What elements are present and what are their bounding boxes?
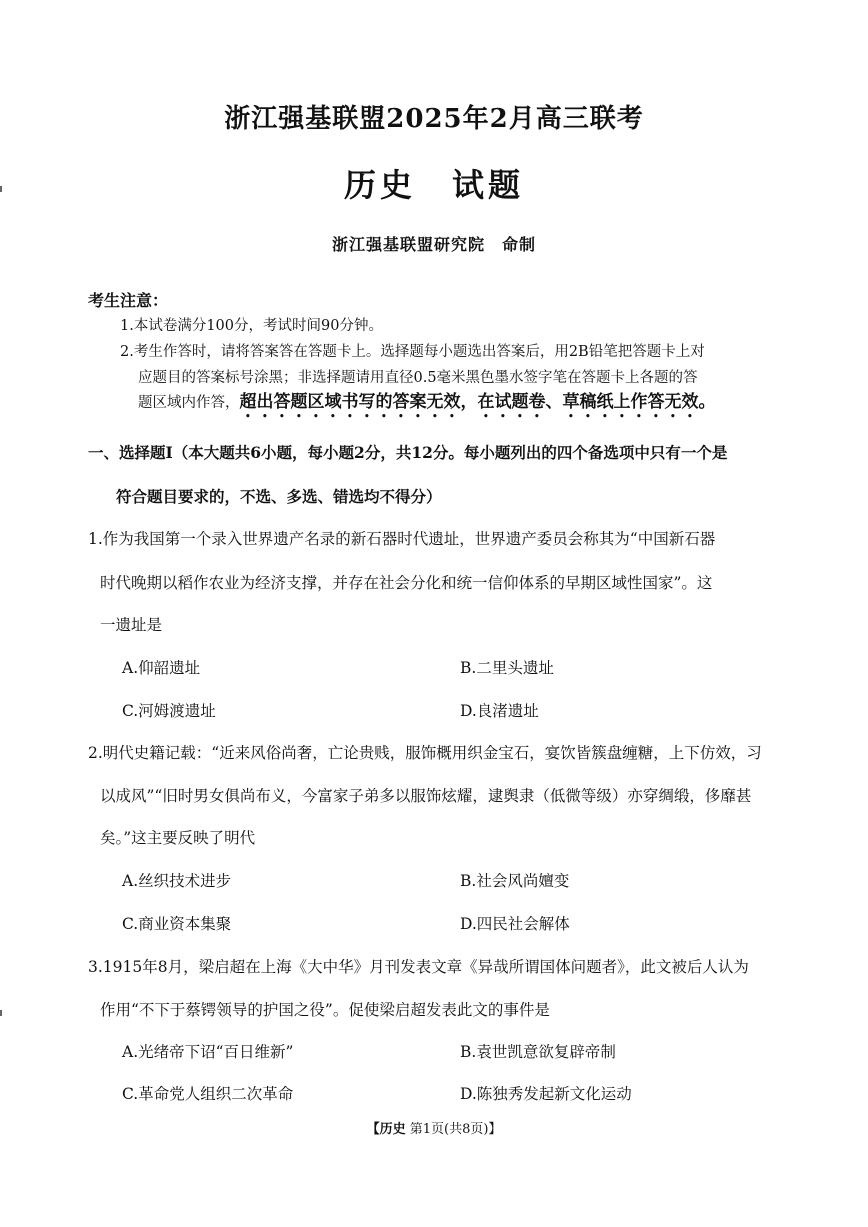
question-2-option-d: D.四民社会解体 [460,915,570,933]
question-1-option-a: A.仰韶遗址 [122,659,201,677]
notice-heading: 考生注意： [88,291,169,310]
page-footer [0,1118,868,1137]
footer-page-info: 第1页(共8页)】 [409,1122,502,1137]
question-2-option-a: A.丝织技术进步 [122,872,232,890]
notice-emphasis: 超出答题区域书写的答案无效，在试题卷、草稿纸上作答无效。 [239,392,716,412]
question-1-stem-line-2: 时代晚期以稻作农业为经济支撑，并存在社会分化和统一信仰体系的早期区域性国家”。这 [100,574,713,592]
page-edge-mark [0,1010,2,1016]
section-heading-line-2: 符合题目要求的，不选、多选、错选均不得分） [116,487,442,506]
notice-item-1: 1.本试卷满分100分，考试时间90分钟。 [120,318,383,334]
question-1-stem-line-3: 一遗址是 [100,616,163,634]
notice-item-2-line-3 [138,392,716,422]
question-3-stem-line-2: 作用“不下于蔡锷领导的护国之役”。促使梁启超发表此文的事件是 [100,1001,550,1019]
question-2-stem-line-2: 以成风”“旧时男女俱尚布义，今富家子弟多以服饰炫耀，逮舆隶（低微等级）亦穿绸缎，侈靡甚 [100,787,752,805]
exam-title: 浙江强基联盟2025年2月高三联考 [224,104,644,134]
question-2-stem-line-3: 矣。”这主要反映了明代 [100,829,256,847]
question-3-option-c: C.革命党人组织二次革命 [122,1085,294,1103]
question-2-stem-line-1: 2.明代史籍记载：“近来风俗尚奢，亡论贵贱，服饰概用织金宝石，宴饮皆簇盘缠糖，上下仿效，习 [88,744,762,762]
subject-title: 历史 试题 [343,166,524,204]
question-2-option-c: C.商业资本集聚 [122,915,232,933]
question-3-stem-line-1: 3.1915年8月，梁启超在上海《大中华》月刊发表文章《异哉所谓国体问题者》，此文被后人认为 [88,958,749,976]
notice-item-2-line-2: 应题目的答案标号涂黑；非选择题请用直径0.5毫米黑色墨水签字笔在答题卡上各题的答 [138,370,698,386]
question-1-option-c: C.河姆渡遗址 [122,702,216,720]
question-1-option-d: D.良渚遗址 [460,702,539,720]
question-1-stem-line-1: 1.作为我国第一个录入世界遗产名录的新石器时代遗址，世界遗产委员会称其为“中国新石器 [88,530,716,548]
question-1-option-b: B.二里头遗址 [460,659,554,677]
question-3-option-a: A.光绪帝下诏“百日维新” [122,1043,294,1061]
question-2-option-b: B.社会风尚嬗变 [460,872,570,890]
section-heading-line-1: 一、选择题Ⅰ（本大题共6小题，每小题2分，共12分。每小题列出的四个备选项中只有一个是 [88,443,728,462]
author-line: 浙江强基联盟研究院 命制 [331,235,536,254]
footer-subject: 【历史 [366,1122,406,1137]
question-3-option-b: B.袁世凯意欲复辟帝制 [460,1043,616,1061]
question-3-option-d: D.陈独秀发起新文化运动 [460,1085,632,1103]
notice-item-2-line-1: 2.考生作答时，请将答案答在答题卡上。选择题每小题选出答案后，用2B铅笔把答题卡上对 [120,344,705,360]
notice-item-2-line-3-prefix: 题区域内作答， [138,395,240,411]
